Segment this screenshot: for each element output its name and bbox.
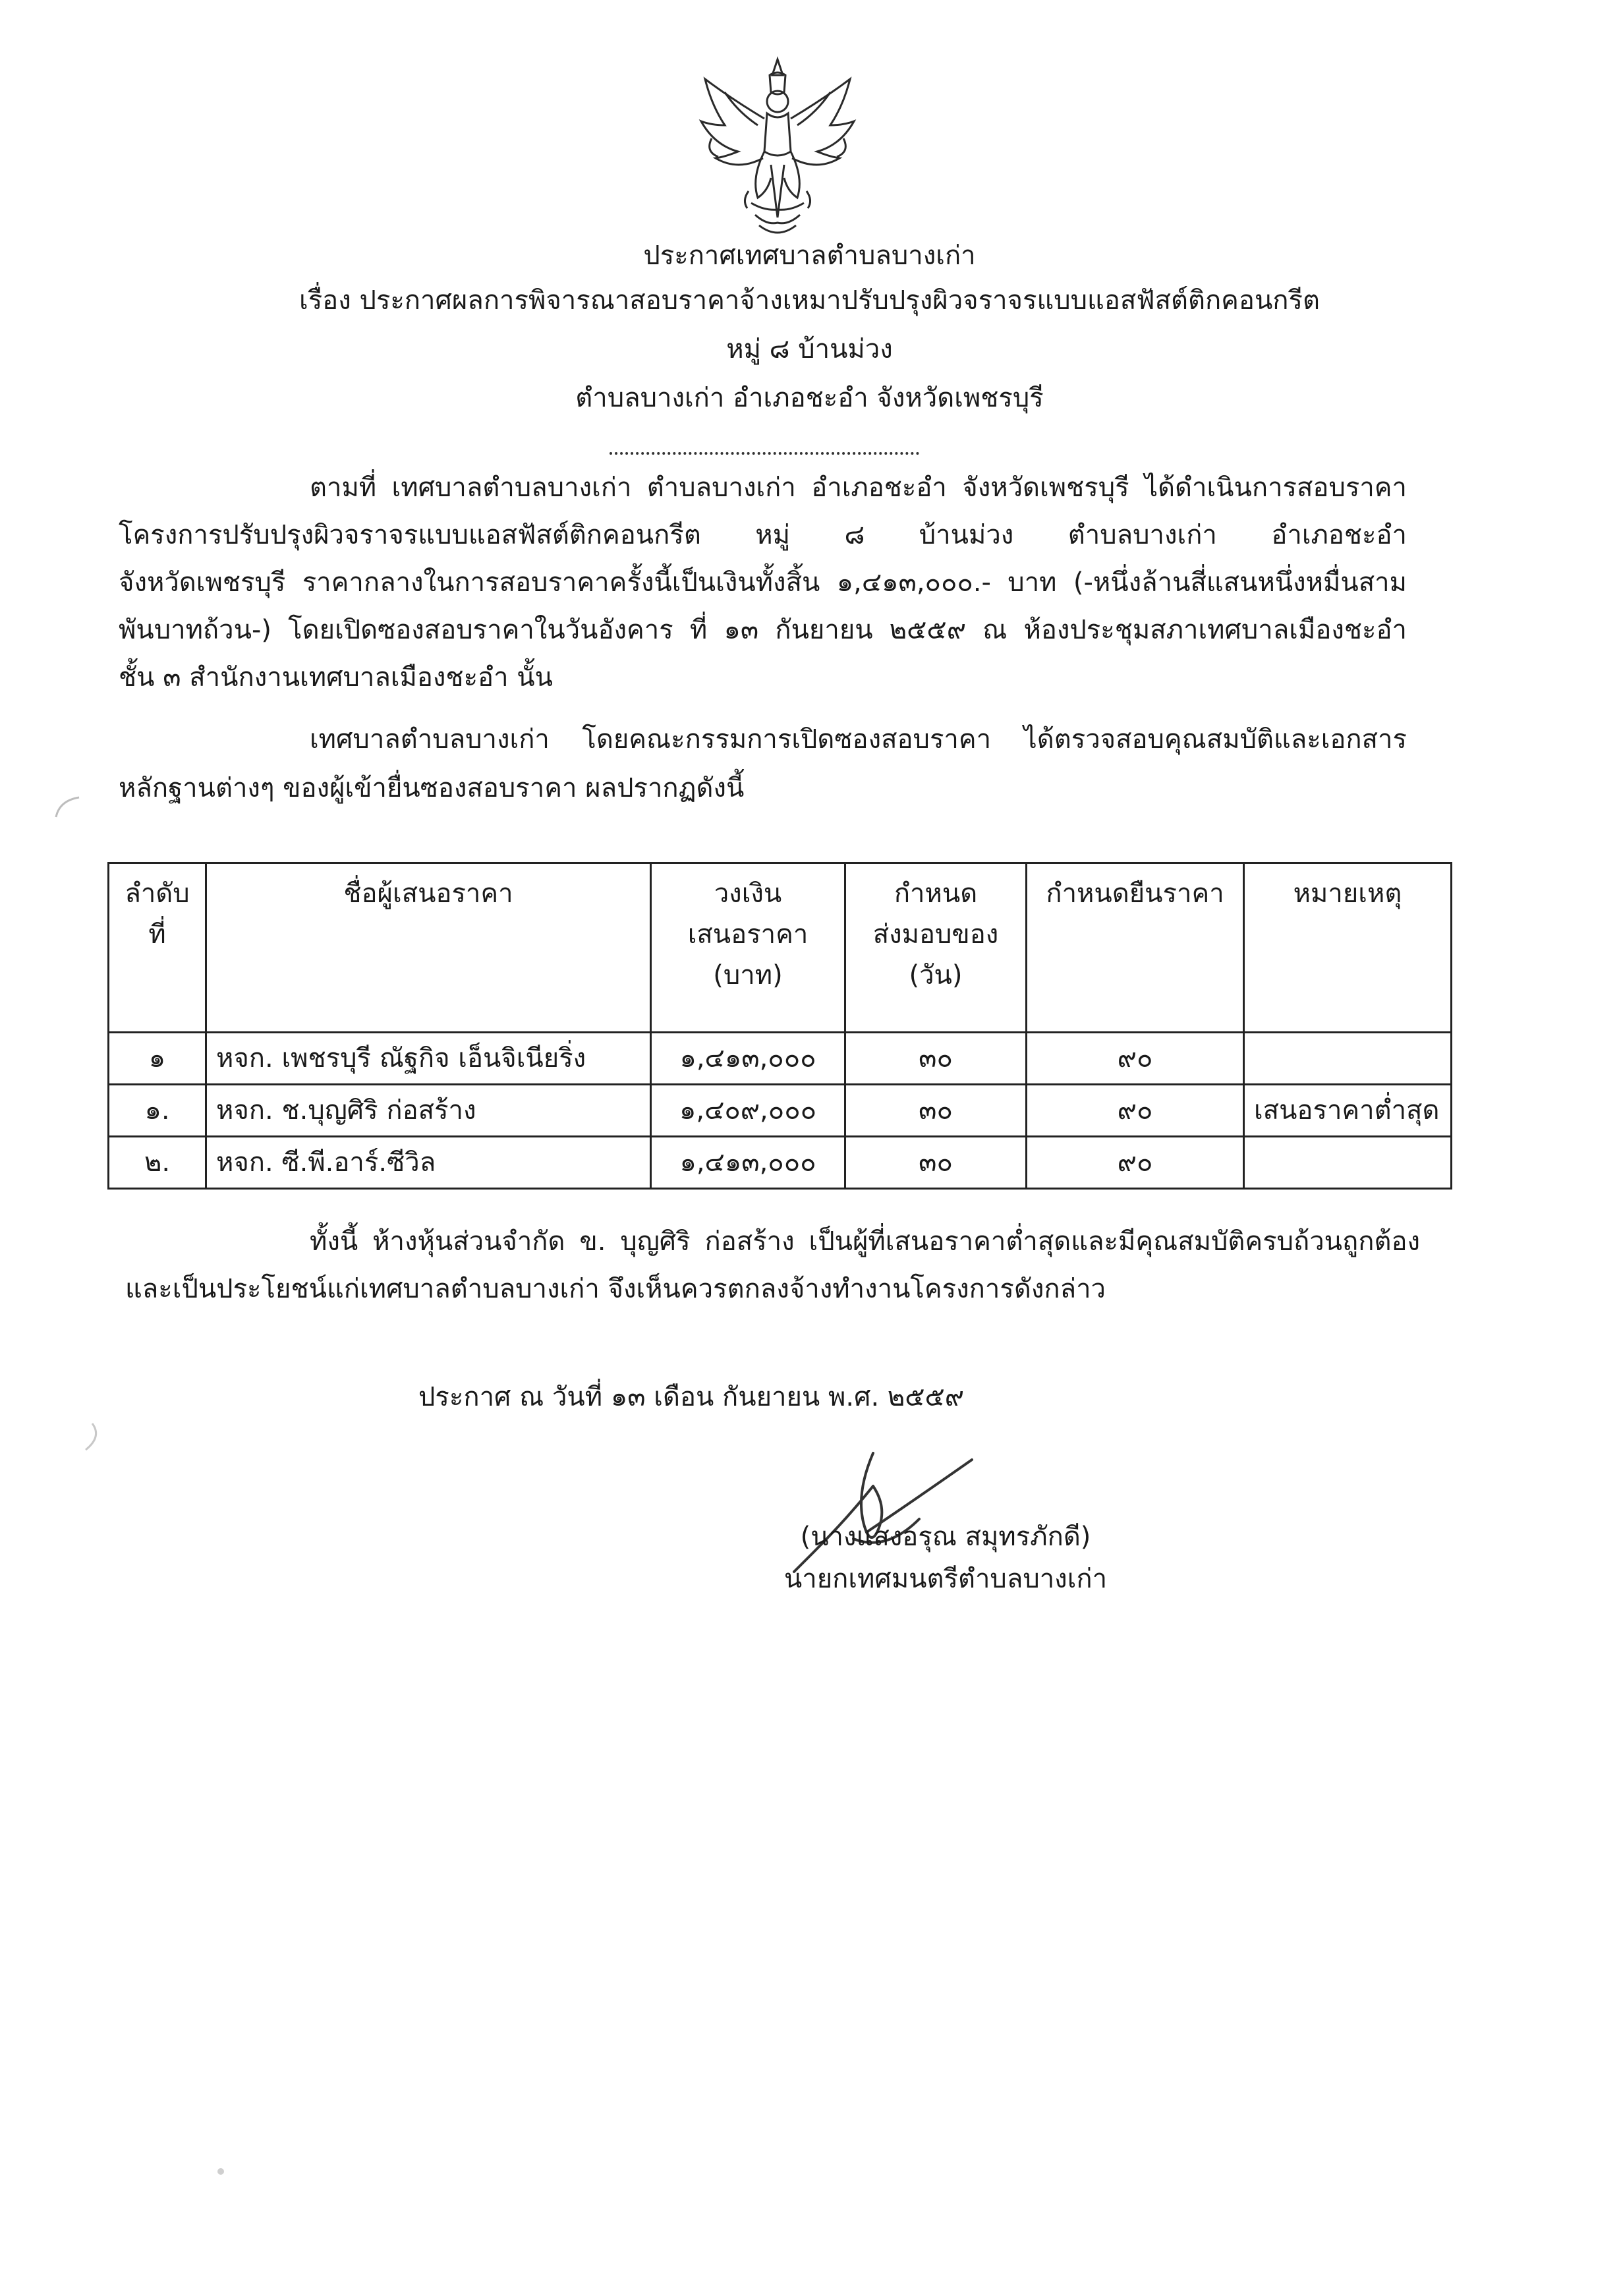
scan-speck <box>217 2168 224 2175</box>
header-remarks: หมายเหตุ <box>1244 863 1452 1033</box>
row-delivery: ๓๐ <box>845 1085 1027 1137</box>
row-amount: ๑,๔๐๙,๐๐๐ <box>651 1085 845 1137</box>
garuda-emblem-icon <box>685 53 870 244</box>
header-delivery <box>845 863 1027 1033</box>
header-seq-line1: ลำดับ <box>125 878 190 909</box>
bid-results-table <box>107 862 1452 1190</box>
row-amount: ๑,๔๑๓,๐๐๐ <box>651 1137 845 1189</box>
header-village: หมู่ ๘ บ้านม่วง <box>726 334 893 364</box>
row-bidder-name: หจก. ช.บุญศิริ ก่อสร้าง <box>206 1085 651 1137</box>
paragraph1-line1: ตามที่ เทศบาลตำบลบางเก่า ตำบลบางเก่า อำเภอชะอำ จังหวัดเพชรบุรี ได้ดำเนินการสอบราคา <box>310 473 1407 503</box>
paragraph2-line1: เทศบาลตำบลบางเก่า โดยคณะกรรมการเปิดซองสอบราคา ได้ตรวจสอบคุณสมบัติและเอกสาร <box>310 724 1407 755</box>
row-validity: ๙๐ <box>1027 1085 1244 1137</box>
header-amount-line3: (บาท) <box>713 960 783 990</box>
row-remark <box>1244 1137 1452 1189</box>
row-delivery: ๓๐ <box>845 1137 1027 1189</box>
row-remark <box>1244 1033 1452 1085</box>
scan-mark-icon <box>72 1417 105 1456</box>
header-organization: ประกาศเทศบาลตำบลบางเก่า <box>643 241 976 271</box>
paragraph2-line2: หลักฐานต่างๆ ของผู้เข้ายื่นซองสอบราคา ผลปรากฏดังนี้ <box>119 773 745 803</box>
paragraph3-line1: ทั้งนี้ ห้างหุ้นส่วนจำกัด ข. บุญศิริ ก่อสร้าง เป็นผู้ที่เสนอราคาต่ำสุดและมีคุณสมบัติครบถ้วนถูกต้อง <box>310 1226 1420 1257</box>
table-row <box>109 1137 1452 1189</box>
header-amount-line1: วงเงิน <box>714 878 782 909</box>
paragraph3-line2: และเป็นประโยชน์แก่เทศบาลตำบลบางเก่า จึงเห็นควรตกลงจ้างทำงานโครงการดังกล่าว <box>125 1274 1106 1304</box>
row-seq: ๒. <box>109 1137 206 1189</box>
header-delivery-line1: กำหนด <box>894 878 978 909</box>
dotted-divider <box>610 452 919 455</box>
row-validity: ๙๐ <box>1027 1033 1244 1085</box>
signature-block <box>741 1516 1150 1600</box>
paragraph1-line3: จังหวัดเพชรบุรี ราคากลางในการสอบราคาครั้งนี้เป็นเงินทั้งสิ้น ๑,๔๑๓,๐๐๐.- บาท (-หนึ่งล้านสี่แสนหนึ่งหมื่นสาม <box>119 567 1407 598</box>
row-seq: ๑ <box>109 1033 206 1085</box>
header-subject: เรื่อง ประกาศผลการพิจารณาสอบราคาจ้างเหมาปรับปรุงผิวจราจรแบบแอสฟัสต์ติกคอนกรีต <box>299 285 1320 316</box>
scan-mark-icon <box>46 791 86 830</box>
row-seq: ๑. <box>109 1085 206 1137</box>
header-delivery-line3: (วัน) <box>909 960 963 990</box>
announcement-date: ประกาศ ณ วันที่ ๑๓ เดือน กันยายน พ.ศ. ๒๕๕๙ <box>418 1382 965 1412</box>
table-row <box>109 1085 1452 1137</box>
header-amount <box>651 863 845 1033</box>
paragraph1-line4: พันบาทถ้วน-) โดยเปิดซองสอบราคาในวันอังคาร ที่ ๑๓ กันยายน ๒๕๕๙ ณ ห้องประชุมสภาเทศบาลเมืองชะอำ <box>119 615 1407 645</box>
table-header-row <box>109 863 1452 1033</box>
header-amount-line2: เสนอราคา <box>687 919 809 950</box>
row-bidder-name: หจก. ซี.พี.อาร์.ซีวิล <box>206 1137 651 1189</box>
signer-name: (นางแสงอรุณ สมุทรภักดี) <box>800 1522 1091 1552</box>
row-validity: ๙๐ <box>1027 1137 1244 1189</box>
row-bidder-name: หจก. เพชรบุรี ณัฐกิจ เอ็นจิเนียริ่ง <box>206 1033 651 1085</box>
header-validity: กำหนดยืนราคา <box>1027 863 1244 1033</box>
header-bidder-name: ชื่อผู้เสนอราคา <box>206 863 651 1033</box>
header-delivery-line2: ส่งมอบของ <box>872 919 999 950</box>
row-delivery: ๓๐ <box>845 1033 1027 1085</box>
header-location: ตำบลบางเก่า อำเภอชะอำ จังหวัดเพชรบุรี <box>575 383 1044 413</box>
row-remark: เสนอราคาต่ำสุด <box>1244 1085 1452 1137</box>
paragraph1-line5: ชั้น ๓ สำนักงานเทศบาลเมืองชะอำ นั้น <box>119 662 553 693</box>
row-amount: ๑,๔๑๓,๐๐๐ <box>651 1033 845 1085</box>
header-seq <box>109 863 206 1033</box>
signer-position: นายกเทศมนตรีตำบลบางเก่า <box>783 1564 1108 1594</box>
header-seq-line2: ที่ <box>148 919 166 950</box>
paragraph1-line2: โครงการปรับปรุงผิวจราจรแบบแอสฟัสต์ติกคอนกรีต หมู่ ๘ บ้านม่วง ตำบลบางเก่า อำเภอชะอำ <box>119 520 1407 550</box>
table-row <box>109 1033 1452 1085</box>
